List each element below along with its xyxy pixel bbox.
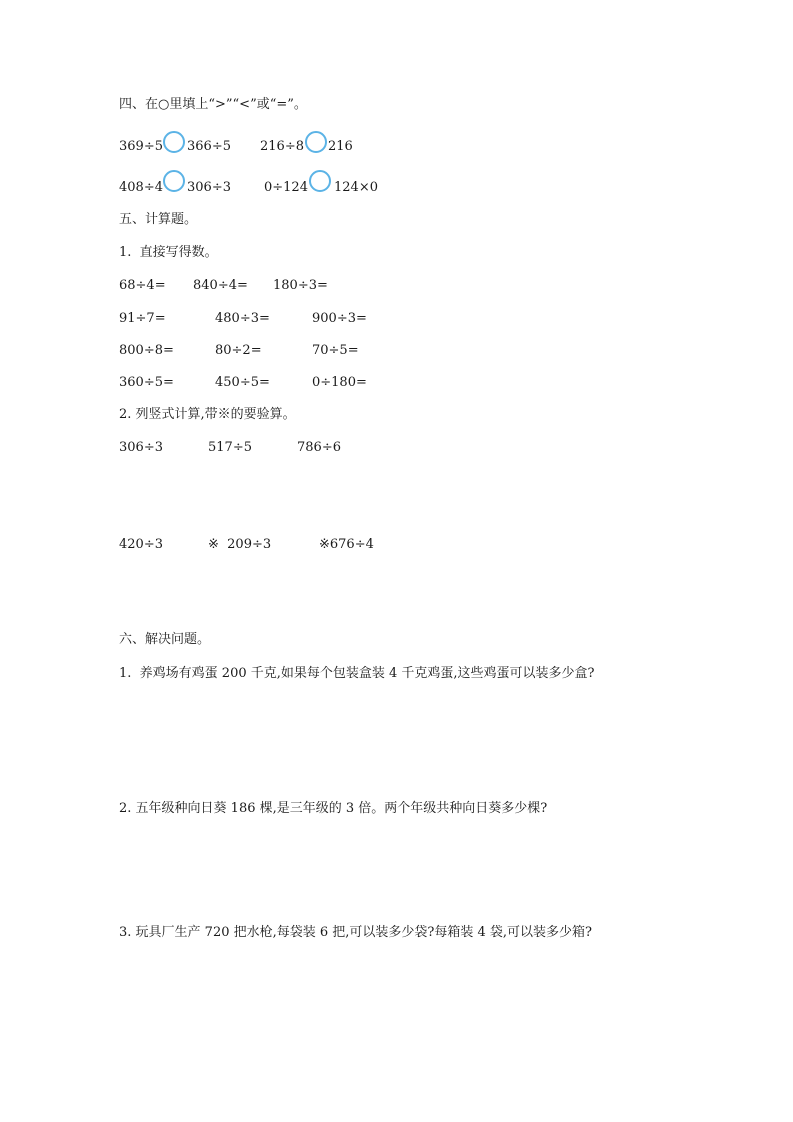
section6-heading: 六、解决问题。 bbox=[119, 632, 211, 647]
oral-item: 800÷8= bbox=[119, 343, 174, 358]
answer-circle[interactable] bbox=[309, 170, 331, 192]
word-problem: 2. 五年级种向日葵 186 棵,是三年级的 3 倍。两个年级共种向日葵多少棵? bbox=[119, 801, 548, 816]
oral-item: 450÷5= bbox=[215, 375, 270, 390]
compare-1a-right: 366÷5 bbox=[187, 139, 231, 154]
vertical-calc-item: 306÷3 bbox=[119, 440, 163, 455]
compare-1b-left: 216÷8 bbox=[260, 139, 304, 154]
oral-item: 360÷5= bbox=[119, 375, 174, 390]
word-problem: 3. 玩具厂生产 720 把水枪,每袋装 6 把,可以装多少袋?每箱装 4 袋,可以装多少箱? bbox=[119, 925, 593, 940]
oral-item: 0÷180= bbox=[312, 375, 367, 390]
oral-item: 480÷3= bbox=[215, 311, 270, 326]
part2-heading: 2. 列竖式计算,带※的要验算。 bbox=[119, 407, 296, 422]
oral-item: 900÷3= bbox=[312, 311, 367, 326]
compare-2a-right: 306÷3 bbox=[187, 180, 231, 195]
oral-item: 180÷3= bbox=[273, 278, 328, 293]
compare-2b-left: 0÷124 bbox=[264, 180, 308, 195]
answer-circle[interactable] bbox=[305, 131, 327, 153]
vertical-calc-item: 786÷6 bbox=[297, 440, 341, 455]
oral-item: 80÷2= bbox=[215, 343, 262, 358]
vertical-calc-item: 420÷3 bbox=[119, 537, 163, 552]
section5-heading: 五、计算题。 bbox=[119, 212, 198, 227]
oral-item: 68÷4= bbox=[119, 278, 166, 293]
oral-item: 840÷4= bbox=[193, 278, 248, 293]
answer-circle[interactable] bbox=[163, 131, 185, 153]
vertical-calc-item: ※ 209÷3 bbox=[208, 537, 272, 552]
compare-1a-left: 369÷5 bbox=[119, 139, 163, 154]
compare-1b-right: 216 bbox=[328, 139, 353, 154]
vertical-calc-item: ※676÷4 bbox=[319, 537, 374, 552]
compare-2a-left: 408÷4 bbox=[119, 180, 163, 195]
oral-item: 91÷7= bbox=[119, 311, 166, 326]
compare-2b-right: 124×0 bbox=[334, 180, 378, 195]
oral-item: 70÷5= bbox=[312, 343, 359, 358]
answer-circle[interactable] bbox=[163, 170, 185, 192]
vertical-calc-item: 517÷5 bbox=[208, 440, 252, 455]
section4-heading: 四、在○里填上“>”“<”或“=”。 bbox=[119, 97, 307, 112]
part1-heading: 1. 直接写得数。 bbox=[119, 245, 218, 260]
word-problem: 1. 养鸡场有鸡蛋 200 千克,如果每个包装盒装 4 千克鸡蛋,这些鸡蛋可以装多少盒? bbox=[119, 666, 595, 681]
